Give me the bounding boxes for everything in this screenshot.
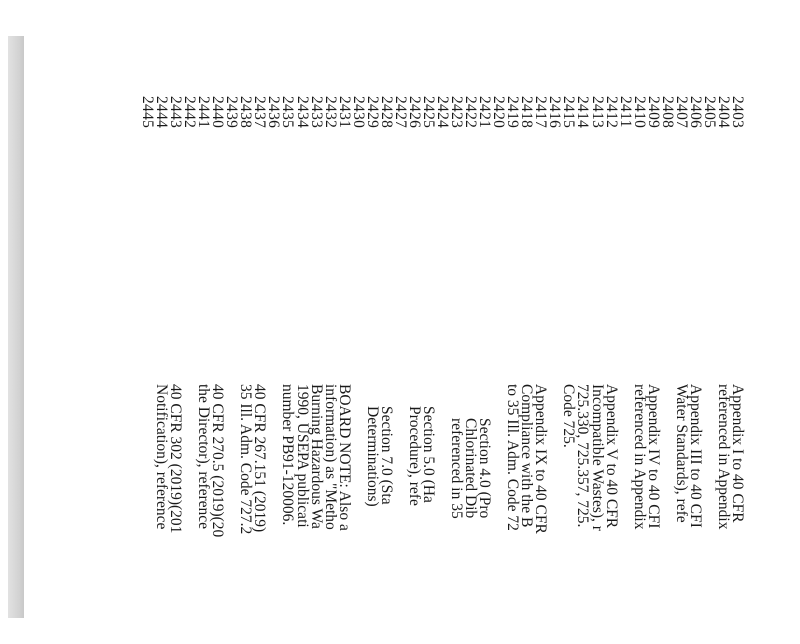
paragraph: [153, 384, 185, 644]
text-line: Appendix IX to 40 CFR: [532, 384, 550, 534]
text-line: Appendix III to 40 CFI: [686, 384, 704, 528]
line-number: 2432: [321, 96, 339, 129]
text-line: Appendix V to 40 CFR: [602, 384, 620, 529]
line-number: 2429: [363, 96, 381, 129]
text-line: Chlorinated Dib: [462, 418, 480, 519]
text-line: 40 CFR 302 (2019)(201: [167, 384, 185, 534]
line-number: 2418: [518, 96, 536, 129]
line-number: 2412: [602, 96, 620, 129]
text-line: Incompatible Wastes), r: [588, 384, 606, 531]
line-number: 2435: [279, 96, 297, 129]
line-number: 2403: [729, 96, 746, 129]
line-number: 2423: [448, 96, 466, 129]
text-line: referenced in Appendix: [630, 384, 648, 530]
paragraph: [674, 384, 702, 644]
line-number: 2414: [574, 96, 592, 129]
line-number: 2431: [335, 96, 353, 129]
line-number: 2427: [391, 96, 409, 129]
text-line: 40 CFR 267.151 (2019): [251, 384, 269, 533]
line-number: 2422: [462, 96, 480, 129]
line-number: 2411: [616, 96, 634, 128]
text-line: Compliance with the B: [518, 384, 536, 528]
text-line: 40 CFR 270.5 (2019)(20: [209, 384, 227, 538]
line-number: 2430: [349, 96, 367, 129]
paragraph: [716, 384, 744, 644]
line-number: 2444: [153, 96, 171, 129]
text-line: 35 Ill. Adm. Code 727.2: [237, 384, 255, 535]
text-line: BOARD NOTE: Also a: [335, 384, 353, 531]
text-line: to 35 Ill. Adm. Code 72: [504, 384, 522, 531]
line-number: 2438: [237, 96, 255, 129]
line-number: 2440: [209, 96, 227, 129]
text-line: 725.330, 725.357, 725.: [574, 384, 592, 528]
line-number: 2443: [167, 96, 185, 129]
line-number: 2424: [434, 96, 452, 129]
text-line: referenced in 35: [448, 418, 466, 519]
text-line: Notification), reference: [153, 384, 171, 530]
line-number: 2405: [700, 96, 718, 129]
line-number: 2419: [504, 96, 522, 129]
line-number: 2437: [251, 96, 269, 129]
text-line: Determinations): [363, 406, 381, 507]
line-number: 2442: [181, 96, 199, 129]
text-line: the Director), reference: [195, 384, 213, 529]
text-line: 1990, USEPA publicati: [293, 384, 311, 528]
line-number: 2433: [307, 96, 325, 129]
line-number: 2441: [195, 96, 213, 129]
paragraph: [504, 384, 550, 644]
line-number: 2421: [476, 96, 494, 129]
text-line: Code 725.: [560, 384, 578, 448]
paragraph: [448, 384, 494, 644]
line-number: 2417: [532, 96, 550, 129]
line-number: 2428: [377, 96, 395, 129]
board-note: [279, 384, 353, 644]
paragraph: [365, 384, 393, 644]
paragraph: [560, 384, 620, 644]
text-line: Water Standards), refe: [672, 384, 690, 523]
text-line: Section 4.0 (Pro: [476, 418, 494, 519]
line-number: 2425: [419, 96, 437, 129]
text-line: number PB91-120006.: [279, 384, 297, 526]
regulation-text-column: [154, 384, 744, 644]
paragraph: [237, 384, 269, 644]
line-number: 2434: [293, 96, 311, 129]
line-number: 2426: [405, 96, 423, 129]
line-number: 2413: [588, 96, 606, 129]
line-number: 2445: [139, 96, 157, 129]
line-number: 2406: [686, 96, 704, 129]
text-line: Appendix IV to 40 CFI: [644, 384, 662, 529]
line-number: 2407: [672, 96, 690, 129]
line-number: 2416: [546, 96, 564, 129]
line-number: 2420: [490, 96, 508, 129]
text-line: Procedure), refe: [405, 406, 423, 506]
paragraph: [632, 384, 660, 644]
line-number: 2436: [265, 96, 283, 129]
text-line: information) as "Metho: [321, 384, 339, 530]
text-line: Burning Hazardous Wa: [307, 384, 325, 529]
text-line: Appendix I to 40 CFR: [729, 384, 746, 523]
text-line: referenced in Appendix: [714, 384, 732, 530]
text-line: Section 5.0 (Ha: [419, 406, 437, 503]
line-number: 2439: [223, 96, 241, 129]
line-number: 2408: [658, 96, 676, 129]
line-number: 2410: [630, 96, 648, 129]
line-number-column: [140, 96, 744, 128]
paragraph: [195, 384, 227, 644]
line-number: 2409: [644, 96, 662, 129]
text-line: Section 7.0 (Sta: [377, 406, 395, 505]
line-number: 2404: [714, 96, 732, 129]
line-number: 2415: [560, 96, 578, 129]
paragraph: [407, 384, 435, 644]
